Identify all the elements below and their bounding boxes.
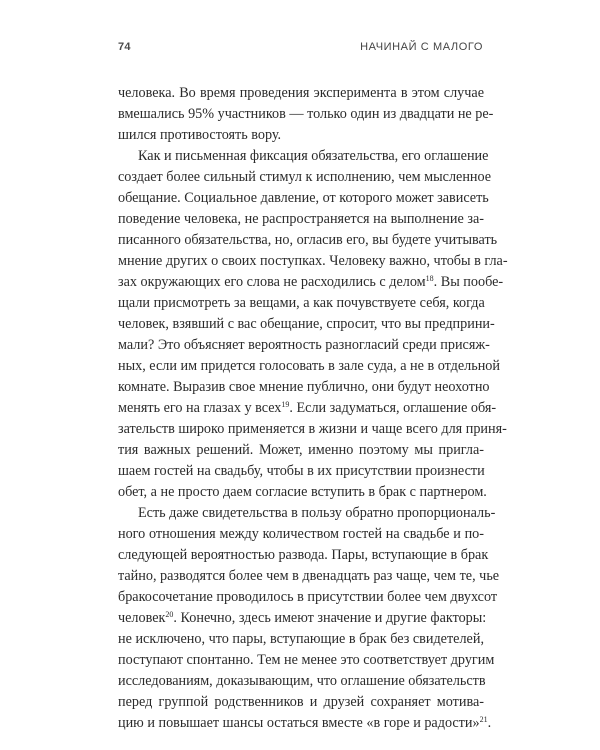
text-line — [118, 713, 492, 734]
running-head: НАЧИНАЙ С МАЛОГО — [360, 41, 483, 53]
line-text: мали? Это объясняет вероятность разногласий среди присяж- — [118, 337, 490, 353]
text-line — [118, 587, 498, 608]
text-line — [118, 671, 484, 692]
line-text: шился противостоять вору. — [118, 127, 282, 143]
text-line — [118, 377, 490, 398]
paragraph — [118, 83, 494, 146]
footnote-marker: 20 — [165, 610, 174, 619]
text-line — [118, 272, 504, 293]
line-text: ных, если им придется голосовать в зале суда, а не в отдельной — [118, 358, 500, 374]
line-text: обещание. Социальное давление, от которого может зависеть — [118, 190, 489, 206]
footnote-marker: 18 — [425, 274, 434, 283]
text-line — [118, 146, 489, 167]
text-line — [118, 566, 500, 587]
text-line — [118, 104, 494, 125]
text-line — [118, 356, 500, 377]
line-text: шаем гостей на свадьбу, чтобы в их присутствии произнести — [118, 463, 485, 479]
line-text: ного отношения между количеством гостей на свадьбе и по- — [118, 526, 484, 542]
text-line — [118, 251, 508, 272]
footnote-marker: 21 — [479, 715, 488, 724]
footnote-marker: 19 — [281, 400, 290, 409]
line-text-continued: . Вы пообе- — [433, 274, 504, 290]
text-line — [118, 398, 497, 419]
line-text: писанного обязательства, но, огласив его, вы будете учитывать — [118, 232, 498, 248]
text-line — [118, 629, 484, 650]
line-text-continued: . Конечно, здесь имеют значение и другие факторы: — [173, 610, 487, 626]
text-line — [118, 230, 498, 251]
text-line — [118, 608, 487, 629]
line-text: комнате. Выразив свое мнение публично, они будут неохотно — [118, 379, 490, 395]
line-text: обет, а не просто даем согласие вступить в брак с партнером. — [118, 484, 487, 500]
paragraph — [118, 146, 508, 503]
text-line — [118, 293, 484, 314]
line-text: мнение других о своих поступках. Человеку важно, чтобы в гла- — [118, 253, 508, 269]
text-line — [118, 209, 484, 230]
line-text: поведение человека, не распространяется на выполнение за- — [118, 211, 484, 227]
line-text: поступают спонтанно. Тем не менее это соответствует другим — [118, 652, 495, 668]
text-line — [118, 524, 484, 545]
line-text: зательств широко применяется в жизни и чаще всего для приня- — [118, 421, 507, 437]
line-text: Как и письменная фиксация обязательства, его оглашение — [138, 148, 489, 164]
line-text: щали присмотреть за вещами, а как почувствуете себя, когда — [118, 295, 485, 311]
line-text: следующей вероятностью развода. Пары, вступающие в брак — [118, 547, 489, 563]
page-header — [118, 41, 483, 55]
text-line — [118, 503, 496, 524]
line-text: тия важных решений. Может, именно поэтому мы пригла- — [118, 442, 484, 458]
line-text: цию и повышает шансы остаться вместе «в горе и радости» — [118, 715, 480, 731]
text-line — [118, 419, 507, 440]
text-line — [118, 692, 484, 713]
text-line — [118, 335, 490, 356]
line-text: вмешались 95% участников — только один из двадцати не ре- — [118, 106, 494, 122]
line-text: создает более сильный стимул к исполнению, чем мысленное — [118, 169, 492, 185]
text-line — [118, 83, 484, 104]
line-text: менять его на глазах у всех — [118, 400, 282, 416]
text-line — [118, 650, 495, 671]
text-line — [118, 461, 484, 482]
line-text: перед группой родственников и друзей сохраняет мотива- — [118, 694, 484, 710]
line-text: зах окружающих его слова не расходились с делом — [118, 274, 426, 290]
text-line — [118, 314, 495, 335]
line-text-continued: . — [487, 715, 492, 731]
text-line — [118, 482, 487, 503]
body-text — [118, 83, 508, 734]
line-text: Есть даже свидетельства в пользу обратно пропорциональ- — [138, 505, 496, 521]
page-number: 74 — [118, 41, 131, 53]
line-text: человека. Во время проведения эксперимента в этом случае — [118, 85, 484, 101]
text-line — [118, 545, 489, 566]
line-text: исследованиям, доказывающим, что оглашение обязательств — [118, 673, 486, 689]
paragraph — [118, 503, 500, 734]
line-text: бракосочетание проводилось в присутствии более чем двухсот — [118, 589, 498, 605]
text-line — [118, 440, 484, 461]
line-text: не исключено, что пары, вступающие в брак без свидетелей, — [118, 631, 484, 647]
text-line — [118, 125, 484, 146]
line-text: человек, взявший с вас обещание, спросит, что вы предприни- — [118, 316, 495, 332]
line-text: тайно, разводятся более чем в двенадцать раз чаще, чем те, чье — [118, 568, 500, 584]
text-line — [118, 167, 492, 188]
line-text: человек — [118, 610, 166, 626]
text-line — [118, 188, 489, 209]
line-text-continued: . Если задуматься, оглашение обя- — [289, 400, 497, 416]
